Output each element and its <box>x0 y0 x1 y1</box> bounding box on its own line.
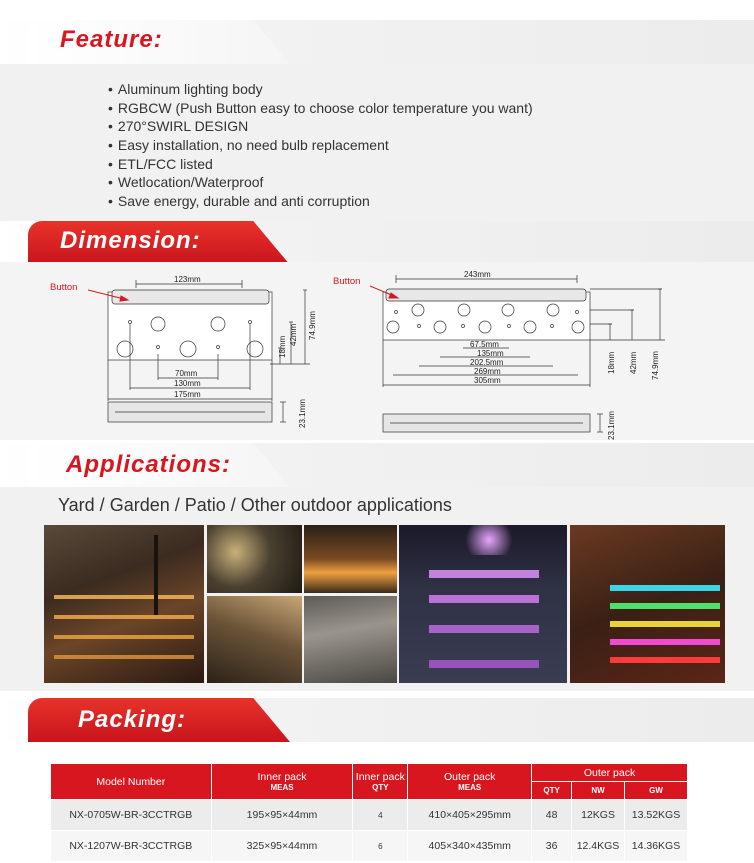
dim-label: 74.9mm <box>651 351 660 380</box>
feature-item: • RGBCW (Push Button easy to choose color temperature you want) <box>108 99 533 118</box>
dim-label: 135mm <box>477 349 504 358</box>
feature-title: Feature: <box>60 26 163 53</box>
photo-stone-stairs <box>207 596 302 683</box>
feature-item: • Save energy, durable and anti corruption <box>108 192 533 211</box>
header-model: Model Number <box>51 764 212 800</box>
feature-item: • ETL/FCC listed <box>108 155 533 174</box>
header-inner-qty-label: Inner pack <box>355 771 405 783</box>
cell-outer-meas: 405×340×435mm <box>408 831 532 862</box>
dimension-banner <box>0 221 754 265</box>
photo-purple-steps <box>399 525 567 683</box>
dim-label: 243mm <box>464 270 491 279</box>
dim-label: 42mm <box>629 351 638 374</box>
dim-label: 305mm <box>474 376 501 385</box>
cell-model: NX-1207W-BR-3CCTRGB <box>51 831 212 862</box>
dimension-drawing <box>0 262 754 440</box>
table-row <box>51 831 688 862</box>
header-gw: GW <box>649 786 663 795</box>
header-nw: NW <box>591 786 605 795</box>
dim-label: 18mm <box>278 335 287 358</box>
cell-inner-meas: 325×95×44mm <box>211 831 353 862</box>
applications-banner <box>0 443 754 487</box>
header-inner-pack-label: Inner pack <box>257 771 307 783</box>
dim-label: 269mm <box>474 367 501 376</box>
applications-title: Applications: <box>66 451 232 478</box>
dim-label: 202.5mm <box>470 358 504 367</box>
cell-gw: 14.36KGS <box>625 831 688 862</box>
dim-label: 18mm <box>607 351 616 374</box>
cell-nw: 12.4KGS <box>572 831 625 862</box>
header-inner-qty-sub: QTY <box>372 783 389 792</box>
feature-item: • Aluminum lighting body <box>108 80 533 99</box>
header-outer-pack-label: Outer pack <box>444 771 496 783</box>
header-inner-meas: MEAS <box>270 783 294 792</box>
cell-nw: 12KGS <box>572 800 625 831</box>
cell-inner-qty: 6 <box>353 831 408 862</box>
lens-bar-small <box>112 290 269 304</box>
photo-deck-stairs <box>44 525 204 683</box>
dim-label: 130mm <box>174 379 201 388</box>
feature-list <box>108 80 533 211</box>
button-label-left: Button <box>50 282 78 293</box>
dim-label: 23.1mm <box>298 399 307 428</box>
dim-label: 23.1mm <box>607 411 616 440</box>
dim-label: 67.5mm <box>470 340 499 349</box>
lens-bar-large <box>386 289 586 301</box>
dim-label: 70mm <box>175 369 198 378</box>
cell-qty: 36 <box>532 831 572 862</box>
button-label-right: Button <box>333 276 361 287</box>
cell-outer-meas: 410×405×295mm <box>408 800 532 831</box>
cell-gw: 13.52KGS <box>625 800 688 831</box>
photo-step-light <box>304 525 397 593</box>
packing-banner <box>0 698 754 742</box>
table-row <box>51 800 688 831</box>
dimension-title: Dimension: <box>60 227 201 254</box>
header-qty: QTY <box>543 786 560 795</box>
applications-subtitle: Yard / Garden / Patio / Other outdoor applications <box>58 495 452 515</box>
header-outer-meas: MEAS <box>458 783 482 792</box>
dim-label: 123mm <box>174 275 201 284</box>
photo-rgb-stairs <box>570 525 725 683</box>
packing-title: Packing: <box>78 706 187 733</box>
cell-inner-qty: 4 <box>353 800 408 831</box>
header-inner-pack <box>211 764 353 800</box>
dim-label: 74.9mm <box>308 311 317 340</box>
header-outer-pack <box>408 764 532 800</box>
cell-qty: 48 <box>532 800 572 831</box>
packing-table <box>50 763 688 862</box>
header-inner-qty <box>353 764 408 800</box>
feature-item: • Wetlocation/Waterproof <box>108 173 533 192</box>
dim-label: 175mm <box>174 390 201 399</box>
feature-item: • 270°SWIRL DESIGN <box>108 117 533 136</box>
feature-banner <box>0 20 754 64</box>
photo-stone-wall <box>304 596 397 683</box>
feature-item: • Easy installation, no need bulb replacement <box>108 136 533 155</box>
header-outer-group: Outer pack <box>532 764 688 782</box>
cell-inner-meas: 195×95×44mm <box>211 800 353 831</box>
cell-model: NX-0705W-BR-3CCTRGB <box>51 800 212 831</box>
dim-label: 42mm <box>289 323 298 346</box>
photo-garden-lights <box>207 525 302 593</box>
